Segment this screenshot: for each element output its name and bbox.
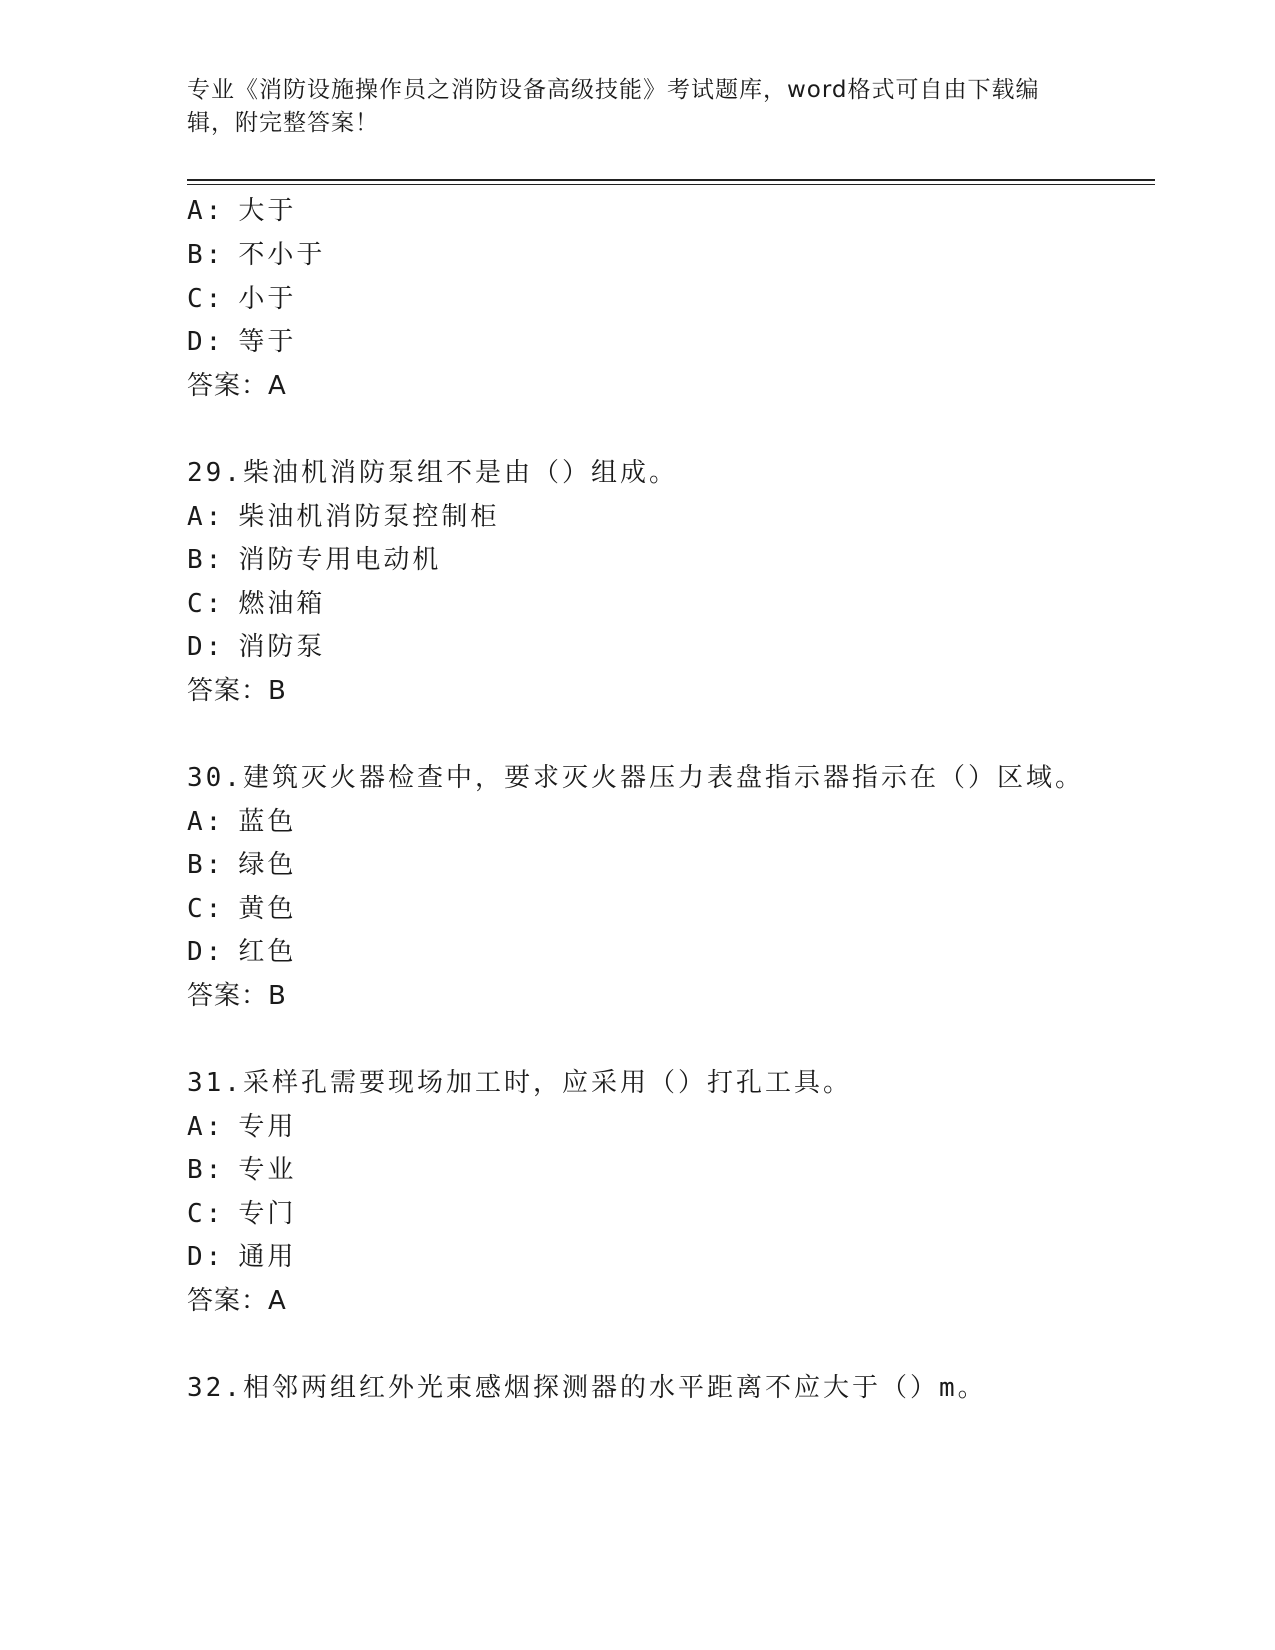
q29-answer: 答案：B [187,676,287,706]
option-letter: B: [187,545,225,575]
option-text: 专门 [238,1199,297,1229]
option-letter: C: [187,589,225,619]
header-line-2: 辑，附完整答案！ [187,110,379,136]
q31-option-b [187,1153,296,1187]
option-text: 小于 [238,284,297,314]
q29-option-a [187,500,499,534]
q30-option-b [187,848,296,882]
option-letter: A: [187,502,225,532]
option-letter: B: [187,1155,225,1185]
option-text: 消防泵 [238,632,326,662]
header-line-1: 专业《消防设施操作员之消防设备高级技能》考试题库，word格式可自由下载编 [187,77,1040,103]
option-text: 红色 [238,937,297,967]
q28-answer: 答案：A [187,371,287,401]
option-text: 不小于 [238,240,326,270]
q30-answer: 答案：B [187,981,287,1011]
q30-option-c [187,892,296,926]
option-text: 绿色 [238,850,297,880]
q28-option-a [187,194,296,228]
q31-question: 31.采样孔需要现场加工时，应采用（）打孔工具。 [187,1068,852,1098]
q28-option-b [187,238,325,272]
q30-option-a [187,805,296,839]
q28-option-c [187,282,296,316]
option-text: 专用 [238,1112,297,1142]
option-text: 燃油箱 [238,589,326,619]
q29-question: 29.柴油机消防泵组不是由（）组成。 [187,458,678,488]
option-text: 蓝色 [238,807,297,837]
option-text: 柴油机消防泵控制柜 [238,502,500,532]
option-letter: C: [187,894,225,924]
option-letter: B: [187,240,225,270]
option-letter: A: [187,807,225,837]
q31-option-d [187,1240,296,1274]
option-letter: D: [187,632,225,662]
q31-answer: 答案：A [187,1286,287,1316]
q31-option-c [187,1197,296,1231]
header-rule-thin [187,184,1155,185]
option-letter: D: [187,1242,225,1272]
option-letter: D: [187,327,225,357]
option-text: 等于 [238,327,297,357]
option-text: 专业 [238,1155,297,1185]
q30-question: 30.建筑灭火器检查中，要求灭火器压力表盘指示器指示在（）区域。 [187,763,1084,793]
option-letter: D: [187,937,225,967]
option-text: 大于 [238,196,297,226]
document-header [187,74,1087,140]
option-letter: B: [187,850,225,880]
option-letter: C: [187,284,225,314]
option-text: 消防专用电动机 [238,545,442,575]
q28-option-d [187,325,296,359]
q29-option-b [187,543,441,577]
q30-option-d [187,935,296,969]
option-text: 通用 [238,1242,297,1272]
header-rule-thick [187,179,1155,181]
q29-option-d [187,630,325,664]
option-text: 黄色 [238,894,297,924]
q31-option-a [187,1110,296,1144]
q32-question: 32.相邻两组红外光束感烟探测器的水平距离不应大于（）m。 [187,1373,987,1403]
option-letter: A: [187,1112,225,1142]
q29-option-c [187,587,325,621]
option-letter: C: [187,1199,225,1229]
option-letter: A: [187,196,225,226]
